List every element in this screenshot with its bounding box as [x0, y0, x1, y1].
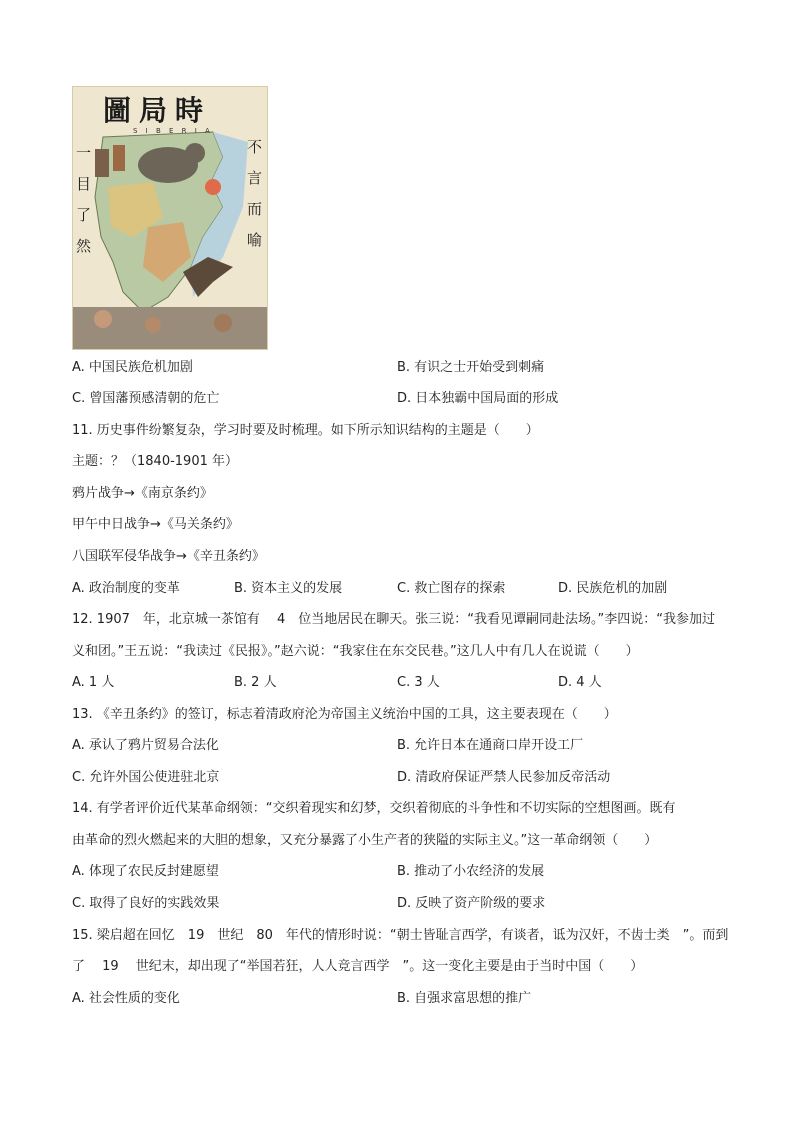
q14-stem-line1: 14. 有学者评价近代某革命纲领：“交织着现实和幻梦，交织着彻底的斗争性和不切实际的空想图画。既有 [72, 801, 676, 816]
q14-option-a: A. 体现了农民反封建愿望 [72, 864, 219, 879]
q11-line-opium: 鸦片战争→《南京条约》 [72, 486, 213, 501]
q13-option-b: B. 允许日本在通商口岸开设工厂 [397, 738, 584, 753]
figure-title: 圖局時 [103, 94, 212, 127]
figure-left-caption: 一目了然 [74, 145, 92, 269]
q12-option-c: C. 3 人 [397, 675, 440, 690]
q15-stem-line1: 15. 梁启超在回忆 19 世纪 80 年代的情形时说：“朝士皆耻言西学，有谈者，诋为汉奸，不齿士类 ”。而到 [72, 928, 729, 943]
q11-stem: 11. 历史事件纷繁复杂，学习时要及时梳理。如下所示知识结构的主题是（ ） [72, 423, 539, 438]
map-cartoon-figure [72, 86, 268, 350]
q11-line-jiawu: 甲午中日战争→《马关条约》 [72, 517, 239, 532]
q11-option-c: C. 救亡图存的探索 [397, 581, 506, 596]
q12-option-b: B. 2 人 [234, 675, 277, 690]
figure-map-label: S I B E R I A [133, 127, 213, 135]
figure-right-caption: 不言而喻 [245, 139, 263, 263]
q11-line-baguo: 八国联军侵华战争→《辛丑条约》 [72, 549, 265, 564]
q14-option-c: C. 取得了良好的实践效果 [72, 896, 220, 911]
q15-option-a: A. 社会性质的变化 [72, 991, 180, 1006]
q14-option-b: B. 推动了小农经济的发展 [397, 864, 545, 879]
q12-option-d: D. 4 人 [558, 675, 602, 690]
q12-stem-line1: 12. 1907 年，北京城一茶馆有 4 位当地居民在聊天。张三说：“我看见谭嗣同赴法场。”李四说：“我参加过 [72, 612, 715, 627]
q15-stem-line2: 了 19 世纪末，却出现了“举国若狂，人人竞言西学 ”。这一变化主要是由于当时中国（ ） [72, 959, 644, 974]
q12-option-a: A. 1 人 [72, 675, 115, 690]
q13-option-a: A. 承认了鸦片贸易合法化 [72, 738, 219, 753]
q11-option-d: D. 民族危机的加剧 [558, 581, 668, 596]
q14-stem-line2: 由革命的烈火燃起来的大胆的想象，又充分暴露了小生产者的狭隘的实际主义。”这一革命纲领（ ） [72, 833, 658, 848]
q11-line-theme: 主题：？（1840-1901 年） [72, 454, 238, 469]
q11-option-b: B. 资本主义的发展 [234, 581, 343, 596]
q12-stem-line2: 义和团。”王五说：“我读过《民报》。”赵六说：“我家住在东交民巷。”这几人中有几人在说谎（ ） [72, 644, 639, 659]
q15-option-b: B. 自强求富思想的推广 [397, 991, 532, 1006]
q10-option-d: D. 日本独霸中国局面的形成 [397, 391, 559, 406]
q13-option-c: C. 允许外国公使进驻北京 [72, 770, 220, 785]
q13-option-d: D. 清政府保证严禁人民参加反帝活动 [397, 770, 611, 785]
q14-option-d: D. 反映了资产阶级的要求 [397, 896, 546, 911]
q10-option-c: C. 曾国藩预感清朝的危亡 [72, 391, 220, 406]
q10-option-b: B. 有识之士开始受到刺痛 [397, 360, 545, 375]
q11-option-a: A. 政治制度的变革 [72, 581, 180, 596]
q13-stem: 13. 《辛丑条约》的签订，标志着清政府沦为帝国主义统治中国的工具，这主要表现在（ ） [72, 707, 617, 722]
q10-option-a: A. 中国民族危机加剧 [72, 360, 193, 375]
